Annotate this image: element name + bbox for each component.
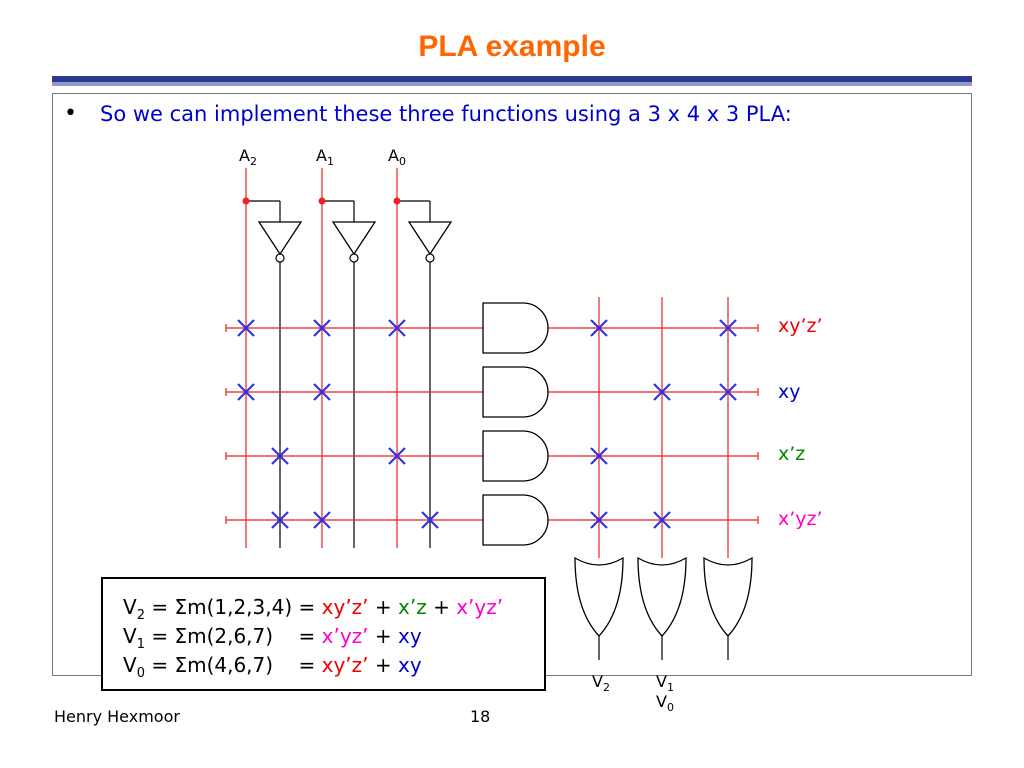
output-letter: V <box>656 692 667 711</box>
eq-term: xy <box>398 653 422 677</box>
eq-sum: m(2,6,7) <box>187 624 274 648</box>
input-sub: 0 <box>398 155 406 169</box>
eq-sub: 0 <box>136 666 145 681</box>
sigma-icon: Σ <box>174 595 188 619</box>
term-label-1: xy’z’ <box>778 315 823 337</box>
and-gate-1 <box>483 303 548 353</box>
eq-lhs: V <box>123 624 137 648</box>
sigma-icon: Σ <box>174 653 188 677</box>
input-letter: A <box>316 146 327 165</box>
eq-sub: 2 <box>136 608 145 623</box>
output-label-v2 <box>592 672 610 694</box>
equation-v2: $V_2 = \Sigma m(1,2,3,4)$ = xy’z’ + x’z + x’yz’ <box>123 595 504 623</box>
inverter-gate <box>259 222 301 254</box>
and-gate-2 <box>483 367 548 417</box>
eq-term: x’z <box>398 595 427 619</box>
bullet-text: So we can implement these three functions using a 3 x 4 x 3 PLA: <box>100 102 792 126</box>
eq-sum: m(1,2,3,4) <box>187 595 293 619</box>
input-letter: A <box>239 146 250 165</box>
junction-dot <box>319 198 326 205</box>
eq-term: xy’z’ <box>321 653 369 677</box>
input-sub: 2 <box>249 155 257 169</box>
junction-dot <box>243 198 250 205</box>
term-label-4: x’yz’ <box>778 508 823 530</box>
eq-term: xy’z’ <box>321 595 369 619</box>
output-sub: 2 <box>602 681 610 695</box>
eq-sum: m(4,6,7) <box>187 653 274 677</box>
eq-term: x’yz’ <box>321 624 369 648</box>
equations-box <box>101 577 546 691</box>
eq-lhs: V <box>123 653 137 677</box>
input-label-a2 <box>239 146 257 168</box>
eq-term: xy <box>398 624 422 648</box>
output-label-v1 <box>656 672 674 694</box>
bullet-icon: • <box>64 101 77 126</box>
output-sub: 1 <box>666 681 674 695</box>
inverter-gate <box>409 222 451 254</box>
or-gate-v2 <box>575 558 623 636</box>
and-gate-4 <box>483 495 548 545</box>
and-gate-3 <box>483 431 548 481</box>
output-sub: 0 <box>666 701 674 715</box>
slide-title: PLA example <box>418 30 606 63</box>
gates <box>259 222 752 636</box>
output-label-v0 <box>656 692 674 714</box>
equation-v0: $V_0 = \Sigma m(4,6,7)$ = xy’z’ + xy <box>123 653 422 681</box>
or-gate-v0 <box>704 558 752 636</box>
input-sub: 1 <box>326 155 334 169</box>
equation-v1: $V_1 = \Sigma m(2,6,7)$ = x’yz’ + xy <box>123 624 422 652</box>
input-label-a0 <box>388 146 406 168</box>
eq-lhs: V <box>123 595 137 619</box>
sigma-icon: Σ <box>174 624 188 648</box>
eq-term: x’yz’ <box>456 595 504 619</box>
input-letter: A <box>388 146 399 165</box>
term-label-3: x’z <box>778 443 806 465</box>
footer-author: Henry Hexmoor <box>54 707 180 726</box>
inverter-bubble <box>276 254 284 262</box>
page-number: 18 <box>470 707 491 726</box>
junction-dot <box>394 198 401 205</box>
term-label-2: xy <box>778 381 801 403</box>
output-letter: V <box>592 672 603 691</box>
eq-sub: 1 <box>136 637 145 652</box>
input-label-a1 <box>316 146 334 168</box>
output-letter: V <box>656 672 667 691</box>
inverter-bubble <box>426 254 434 262</box>
inverter-bubble <box>350 254 358 262</box>
inverter-gate <box>333 222 375 254</box>
or-gate-v1 <box>638 558 686 636</box>
